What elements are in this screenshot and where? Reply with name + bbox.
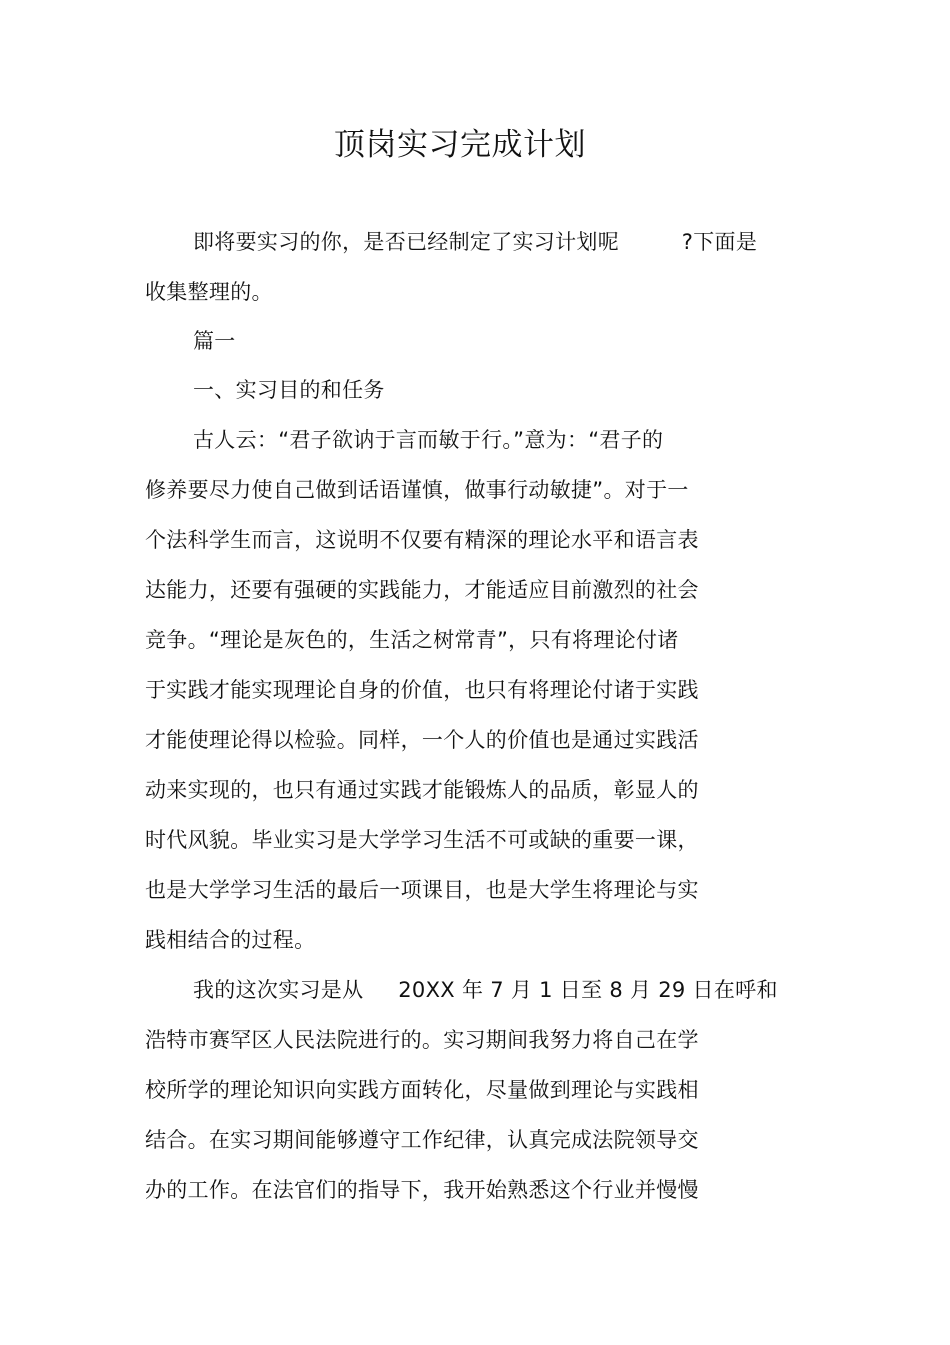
paragraph-purpose-line-10: 也是大学学习生活的最后一项课目，也是大学生将理论与实: [145, 878, 699, 902]
paragraph-purpose-line-2: 修养要尽力使自己做到话语谨慎，做事行动敏捷”。对于一: [145, 478, 689, 502]
paragraph-purpose-line-6: 于实践才能实现理论自身的价值，也只有将理论付诸于实践: [145, 678, 699, 702]
section-heading-part-one: 篇一: [193, 329, 236, 353]
paragraph-purpose-line-7: 才能使理论得以检验。同样，一个人的价值也是通过实践活: [145, 728, 699, 752]
paragraph-internship-line-2: 浩特市赛罕区人民法院进行的。实习期间我努力将自己在学: [145, 1028, 699, 1052]
paragraph-internship-line-5: 办的工作。在法官们的指导下，我开始熟悉这个行业并慢慢: [145, 1178, 699, 1202]
paragraph-purpose-line-11: 践相结合的过程。: [145, 928, 316, 952]
paragraph-purpose-line-5: 竞争。“理论是灰色的，生活之树常青”，只有将理论付诸: [145, 628, 679, 652]
paragraph-purpose-line-4: 达能力，还要有强硬的实践能力，才能适应目前激烈的社会: [145, 578, 699, 602]
document-title: 顶岗实习完成计划: [334, 127, 586, 163]
section-heading-purpose: 一、实习目的和任务: [193, 378, 385, 402]
paragraph-intro-line-2: 收集整理的。: [145, 280, 273, 304]
paragraph-purpose-line-3: 个法科学生而言，这说明不仅要有精深的理论水平和语言表: [145, 528, 699, 552]
paragraph-internship-line-3: 校所学的理论知识向实践方面转化，尽量做到理论与实践相: [145, 1078, 699, 1102]
paragraph-internship-line-1: 我的这次实习是从 20XX 年 7 月 1 日至 8 月 29 日在呼和: [193, 978, 778, 1002]
paragraph-purpose-line-1: 古人云：“君子欲讷于言而敏于行。”意为：“君子的: [193, 428, 664, 452]
paragraph-purpose-line-9: 时代风貌。毕业实习是大学学习生活不可或缺的重要一课，: [145, 828, 699, 852]
paragraph-internship-line-4: 结合。在实习期间能够遵守工作纪律，认真完成法院领导交: [145, 1128, 699, 1152]
paragraph-intro-line-1: 即将要实习的你，是否已经制定了实习计划呢 ?下面是: [193, 230, 758, 254]
paragraph-purpose-line-8: 动来实现的，也只有通过实践才能锻炼人的品质，彰显人的: [145, 778, 699, 802]
